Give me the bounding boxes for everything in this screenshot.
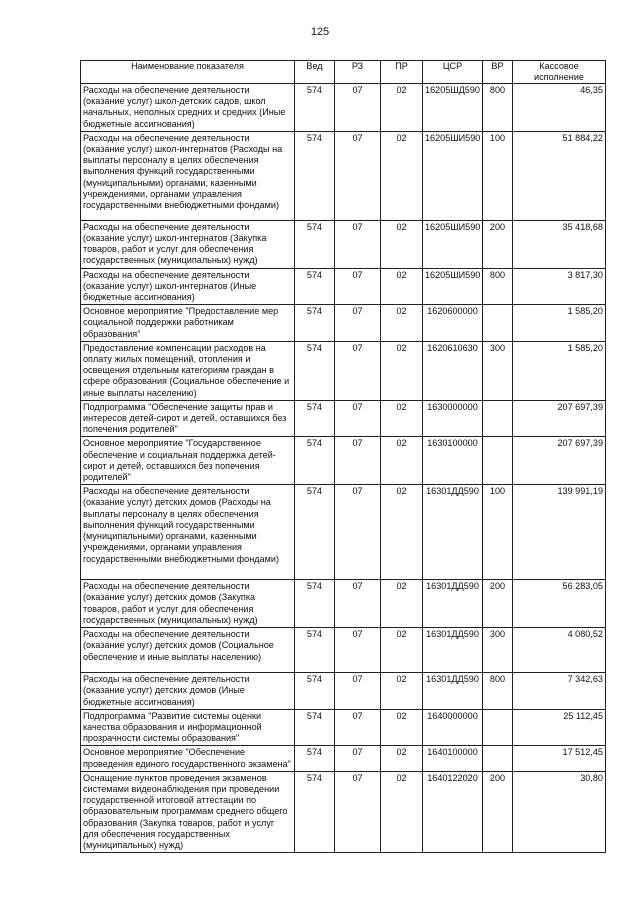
row-csr: 16205ШИ590: [423, 220, 483, 268]
row-amount: 4 080,52: [513, 628, 606, 673]
row-pr: 02: [381, 268, 423, 305]
table-row: [81, 628, 606, 673]
row-csr: 1620600000: [423, 305, 483, 342]
row-vr: 800: [483, 84, 513, 132]
row-rz: 07: [335, 628, 381, 673]
row-amount: 1 585,20: [513, 305, 606, 342]
row-csr: 1640100000: [423, 746, 483, 771]
row-ved: 574: [295, 709, 335, 746]
header-pr: ПР: [381, 61, 423, 84]
row-name: Расходы на обеспечение деятельности (оказание услуг) детских домов (Иные бюджетные ассигнования): [81, 673, 295, 710]
row-ved: 574: [295, 628, 335, 673]
budget-execution-table: [80, 60, 606, 853]
row-rz: 07: [335, 580, 381, 628]
row-ved: 574: [295, 437, 335, 485]
row-ved: 574: [295, 580, 335, 628]
row-rz: 07: [335, 746, 381, 771]
row-amount: 46,35: [513, 84, 606, 132]
row-pr: 02: [381, 131, 423, 220]
row-amount: 139 991,19: [513, 485, 606, 580]
header-vr: ВР: [483, 61, 513, 84]
row-ved: 574: [295, 400, 335, 437]
row-rz: 07: [335, 84, 381, 132]
row-ved: 574: [295, 268, 335, 305]
table-row: [81, 400, 606, 437]
row-vr: 300: [483, 628, 513, 673]
row-name: Оснащение пунктов проведения экзаменов системами видеонаблюдения при проведении государственной итоговой аттестации по образовательным программам среднего общего образования (Закупка товаров, работ и услуг для обеспечения государственных (муниципальных) нужд): [81, 771, 295, 852]
row-vr: [483, 400, 513, 437]
row-pr: 02: [381, 305, 423, 342]
table-row: [81, 673, 606, 710]
table-row: [81, 771, 606, 852]
row-amount: 17 512,45: [513, 746, 606, 771]
row-ved: 574: [295, 84, 335, 132]
table-row: [81, 305, 606, 342]
row-amount: 51 884,22: [513, 131, 606, 220]
row-name: Основное мероприятие "Предоставление мер социальной поддержки работникам образования": [81, 305, 295, 342]
row-ved: 574: [295, 746, 335, 771]
row-pr: 02: [381, 84, 423, 132]
page-number: 125: [310, 26, 330, 38]
table-header-row: [81, 61, 606, 84]
row-pr: 02: [381, 220, 423, 268]
table-row: [81, 131, 606, 220]
header-rz: РЗ: [335, 61, 381, 84]
row-vr: [483, 746, 513, 771]
row-name: Основное мероприятие "Государственное обеспечение и социальная поддержка детей-сирот и детей, оставшихся без попечения родителей": [81, 437, 295, 485]
row-pr: 02: [381, 580, 423, 628]
row-rz: 07: [335, 341, 381, 400]
row-rz: 07: [335, 268, 381, 305]
row-amount: 35 418,68: [513, 220, 606, 268]
row-csr: 1640122020: [423, 771, 483, 852]
table-row: [81, 746, 606, 771]
row-name: Основное мероприятие "Обеспечение проведения единого государственного экзамена": [81, 746, 295, 771]
row-vr: 800: [483, 268, 513, 305]
row-pr: 02: [381, 746, 423, 771]
row-vr: 100: [483, 131, 513, 220]
row-name: Расходы на обеспечение деятельности (оказание услуг) школ-детских садов, школ начальных, неполных средних и средних (Иные бюджетные ассигнования): [81, 84, 295, 132]
row-amount: 30,80: [513, 771, 606, 852]
row-name: Подпрограмма "Развитие системы оценки качества образования и информационной прозрачности системы образования": [81, 709, 295, 746]
row-name: Расходы на обеспечение деятельности (оказание услуг) школ-интернатов (Расходы на выплаты персоналу в целях обеспечения выполнения функций государственными (муниципальными) органами, казенными учреждениями, органами управления государственными внебюджетными фондами): [81, 131, 295, 220]
row-ved: 574: [295, 131, 335, 220]
row-csr: 16205ШД590: [423, 84, 483, 132]
row-ved: 574: [295, 771, 335, 852]
row-csr: 16301ДД590: [423, 580, 483, 628]
row-csr: 1620610630: [423, 341, 483, 400]
row-amount: 7 342,63: [513, 673, 606, 710]
row-pr: 02: [381, 771, 423, 852]
row-name: Предоставление компенсации расходов на оплату жилых помещений, отопления и освещения отдельным категориям граждан в сфере образования (Социальное обеспечение и иные выплаты населению): [81, 341, 295, 400]
table-row: [81, 341, 606, 400]
row-rz: 07: [335, 673, 381, 710]
row-amount: 1 585,20: [513, 341, 606, 400]
row-name: Подпрограмма "Обеспечение защиты прав и интересов детей-сирот и детей, оставшихся без попечения родителей": [81, 400, 295, 437]
row-pr: 02: [381, 709, 423, 746]
table-row: [81, 485, 606, 580]
row-amount: 56 283,05: [513, 580, 606, 628]
row-name: Расходы на обеспечение деятельности (оказание услуг) детских домов (Расходы на выплаты персоналу в целях обеспечения выполнения функций государственными (муниципальными) органами, казенными учреждениями, органами управления государственными внебюджетными фондами): [81, 485, 295, 580]
table-row: [81, 437, 606, 485]
header-amount: Кассовое исполнение: [513, 61, 606, 84]
row-ved: 574: [295, 485, 335, 580]
row-name: Расходы на обеспечение деятельности (оказание услуг) детских домов (Закупка товаров, работ и услуг для обеспечения государственных (муниципальных) нужд): [81, 580, 295, 628]
row-name: Расходы на обеспечение деятельности (оказание услуг) школ-интернатов (Закупка товаров, работ и услуг для обеспечения государственных (муниципальных) нужд): [81, 220, 295, 268]
row-vr: [483, 305, 513, 342]
row-pr: 02: [381, 341, 423, 400]
row-csr: 16301ДД590: [423, 485, 483, 580]
header-ved: Вед: [295, 61, 335, 84]
row-vr: 200: [483, 771, 513, 852]
row-name: Расходы на обеспечение деятельности (оказание услуг) школ-интернатов (Иные бюджетные ассигнования): [81, 268, 295, 305]
row-rz: 07: [335, 771, 381, 852]
row-rz: 07: [335, 220, 381, 268]
table-row: [81, 84, 606, 132]
row-vr: [483, 709, 513, 746]
row-ved: 574: [295, 673, 335, 710]
row-rz: 07: [335, 131, 381, 220]
row-vr: 200: [483, 220, 513, 268]
row-amount: 25 112,45: [513, 709, 606, 746]
row-amount: 207 697,39: [513, 437, 606, 485]
row-vr: [483, 437, 513, 485]
row-rz: 07: [335, 437, 381, 485]
row-csr: 1630000000: [423, 400, 483, 437]
header-csr: ЦСР: [423, 61, 483, 84]
row-rz: 07: [335, 485, 381, 580]
row-csr: 16301ДД590: [423, 628, 483, 673]
table-row: [81, 268, 606, 305]
row-rz: 07: [335, 305, 381, 342]
row-rz: 07: [335, 400, 381, 437]
table-row: [81, 709, 606, 746]
row-pr: 02: [381, 400, 423, 437]
row-csr: 16205ШИ590: [423, 268, 483, 305]
row-pr: 02: [381, 485, 423, 580]
table-row: [81, 220, 606, 268]
row-ved: 574: [295, 220, 335, 268]
row-csr: 16301ДД590: [423, 673, 483, 710]
row-rz: 07: [335, 709, 381, 746]
row-vr: 200: [483, 580, 513, 628]
header-name: Наименование показателя: [81, 61, 295, 84]
row-pr: 02: [381, 628, 423, 673]
row-csr: 1630100000: [423, 437, 483, 485]
row-vr: 800: [483, 673, 513, 710]
row-amount: 3 817,30: [513, 268, 606, 305]
row-ved: 574: [295, 305, 335, 342]
table-row: [81, 580, 606, 628]
row-vr: 100: [483, 485, 513, 580]
row-pr: 02: [381, 673, 423, 710]
row-name: Расходы на обеспечение деятельности (оказание услуг) детских домов (Социальное обеспечение и иные выплаты населению): [81, 628, 295, 673]
row-ved: 574: [295, 341, 335, 400]
row-pr: 02: [381, 437, 423, 485]
row-amount: 207 697,39: [513, 400, 606, 437]
row-csr: 1640000000: [423, 709, 483, 746]
row-csr: 16205ШИ590: [423, 131, 483, 220]
row-vr: 300: [483, 341, 513, 400]
